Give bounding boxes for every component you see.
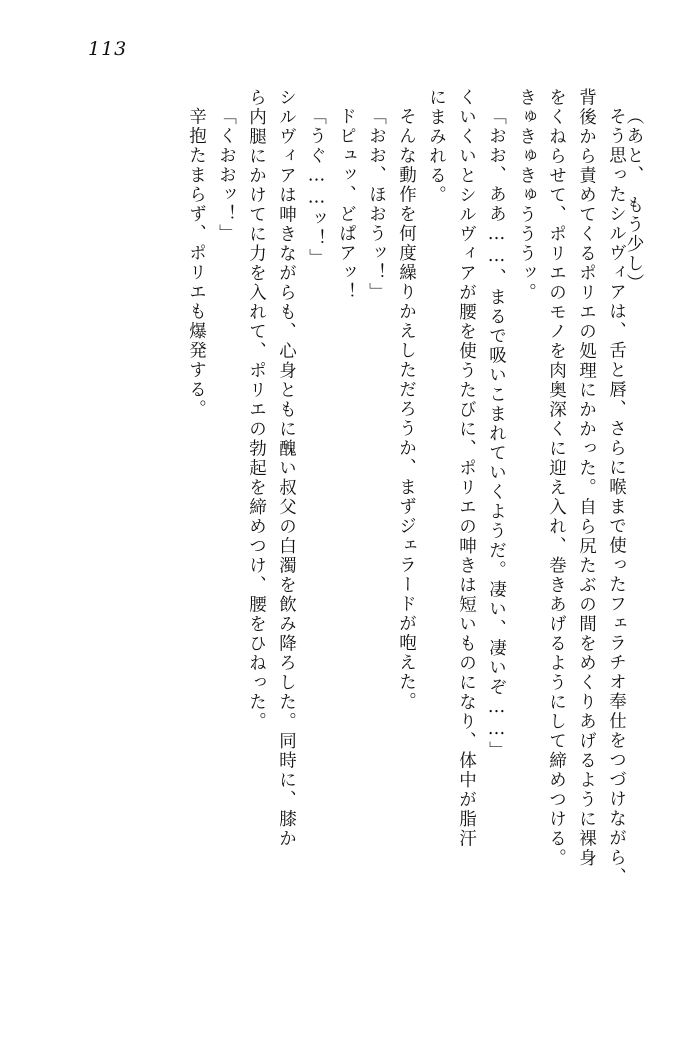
text-line: そんな動作を何度繰りかえしただろうか、まずジェラードが咆えた。 (396, 107, 417, 712)
page-number: 113 (88, 38, 128, 60)
text-line: にまみれる。 (426, 88, 447, 205)
text-line: くいくいとシルヴィアが腰を使うたびに、ポリエの呻きは短いものになり、体中が脂汗 (456, 88, 477, 849)
text-line: （あと、 もう少し） (624, 107, 644, 294)
text-line: 辛抱たまらず、ポリエも爆発する。 (186, 107, 207, 419)
text-line: シルヴィアは呻きながらも、心身ともに醜い叔父の白濁を飲み降ろした。同時に、膝か (276, 88, 297, 849)
text-line: 「おお、ああ……、まるで吸いこまれていくようだ。凄い、凄いぞ……」 (486, 107, 507, 761)
text-line: 背後から責めてくるポリエの処理にかかった。自ら尻たぶの間をめくりあげるように裸身 (576, 88, 597, 868)
text-line: そう思ったシルヴィアは、舌と唇、さらに喉まで使ったフェラチオ奉仕をつづけながら、 (606, 107, 627, 887)
text-line: 「うぐ……ッ！」 (306, 107, 327, 268)
text-line: きゅきゅきゅうううッ。 (516, 88, 537, 303)
text-line: ら内腿にかけてに力を入れて、ポリエの勃起を締めつけ、腰をひねった。 (246, 88, 267, 732)
text-line: ドピュッ、どぱアッ！ (336, 107, 357, 302)
text-line: をくねらせて、ポリエのモノを肉奥深くに迎え入れ、巻きあげるようにして締めつける。 (546, 88, 567, 868)
vertical-text-block (82, 88, 642, 968)
text-line: 「くおおッ！」 (216, 107, 237, 244)
text-line: 「おお、ほおうッ！」 (366, 107, 387, 302)
